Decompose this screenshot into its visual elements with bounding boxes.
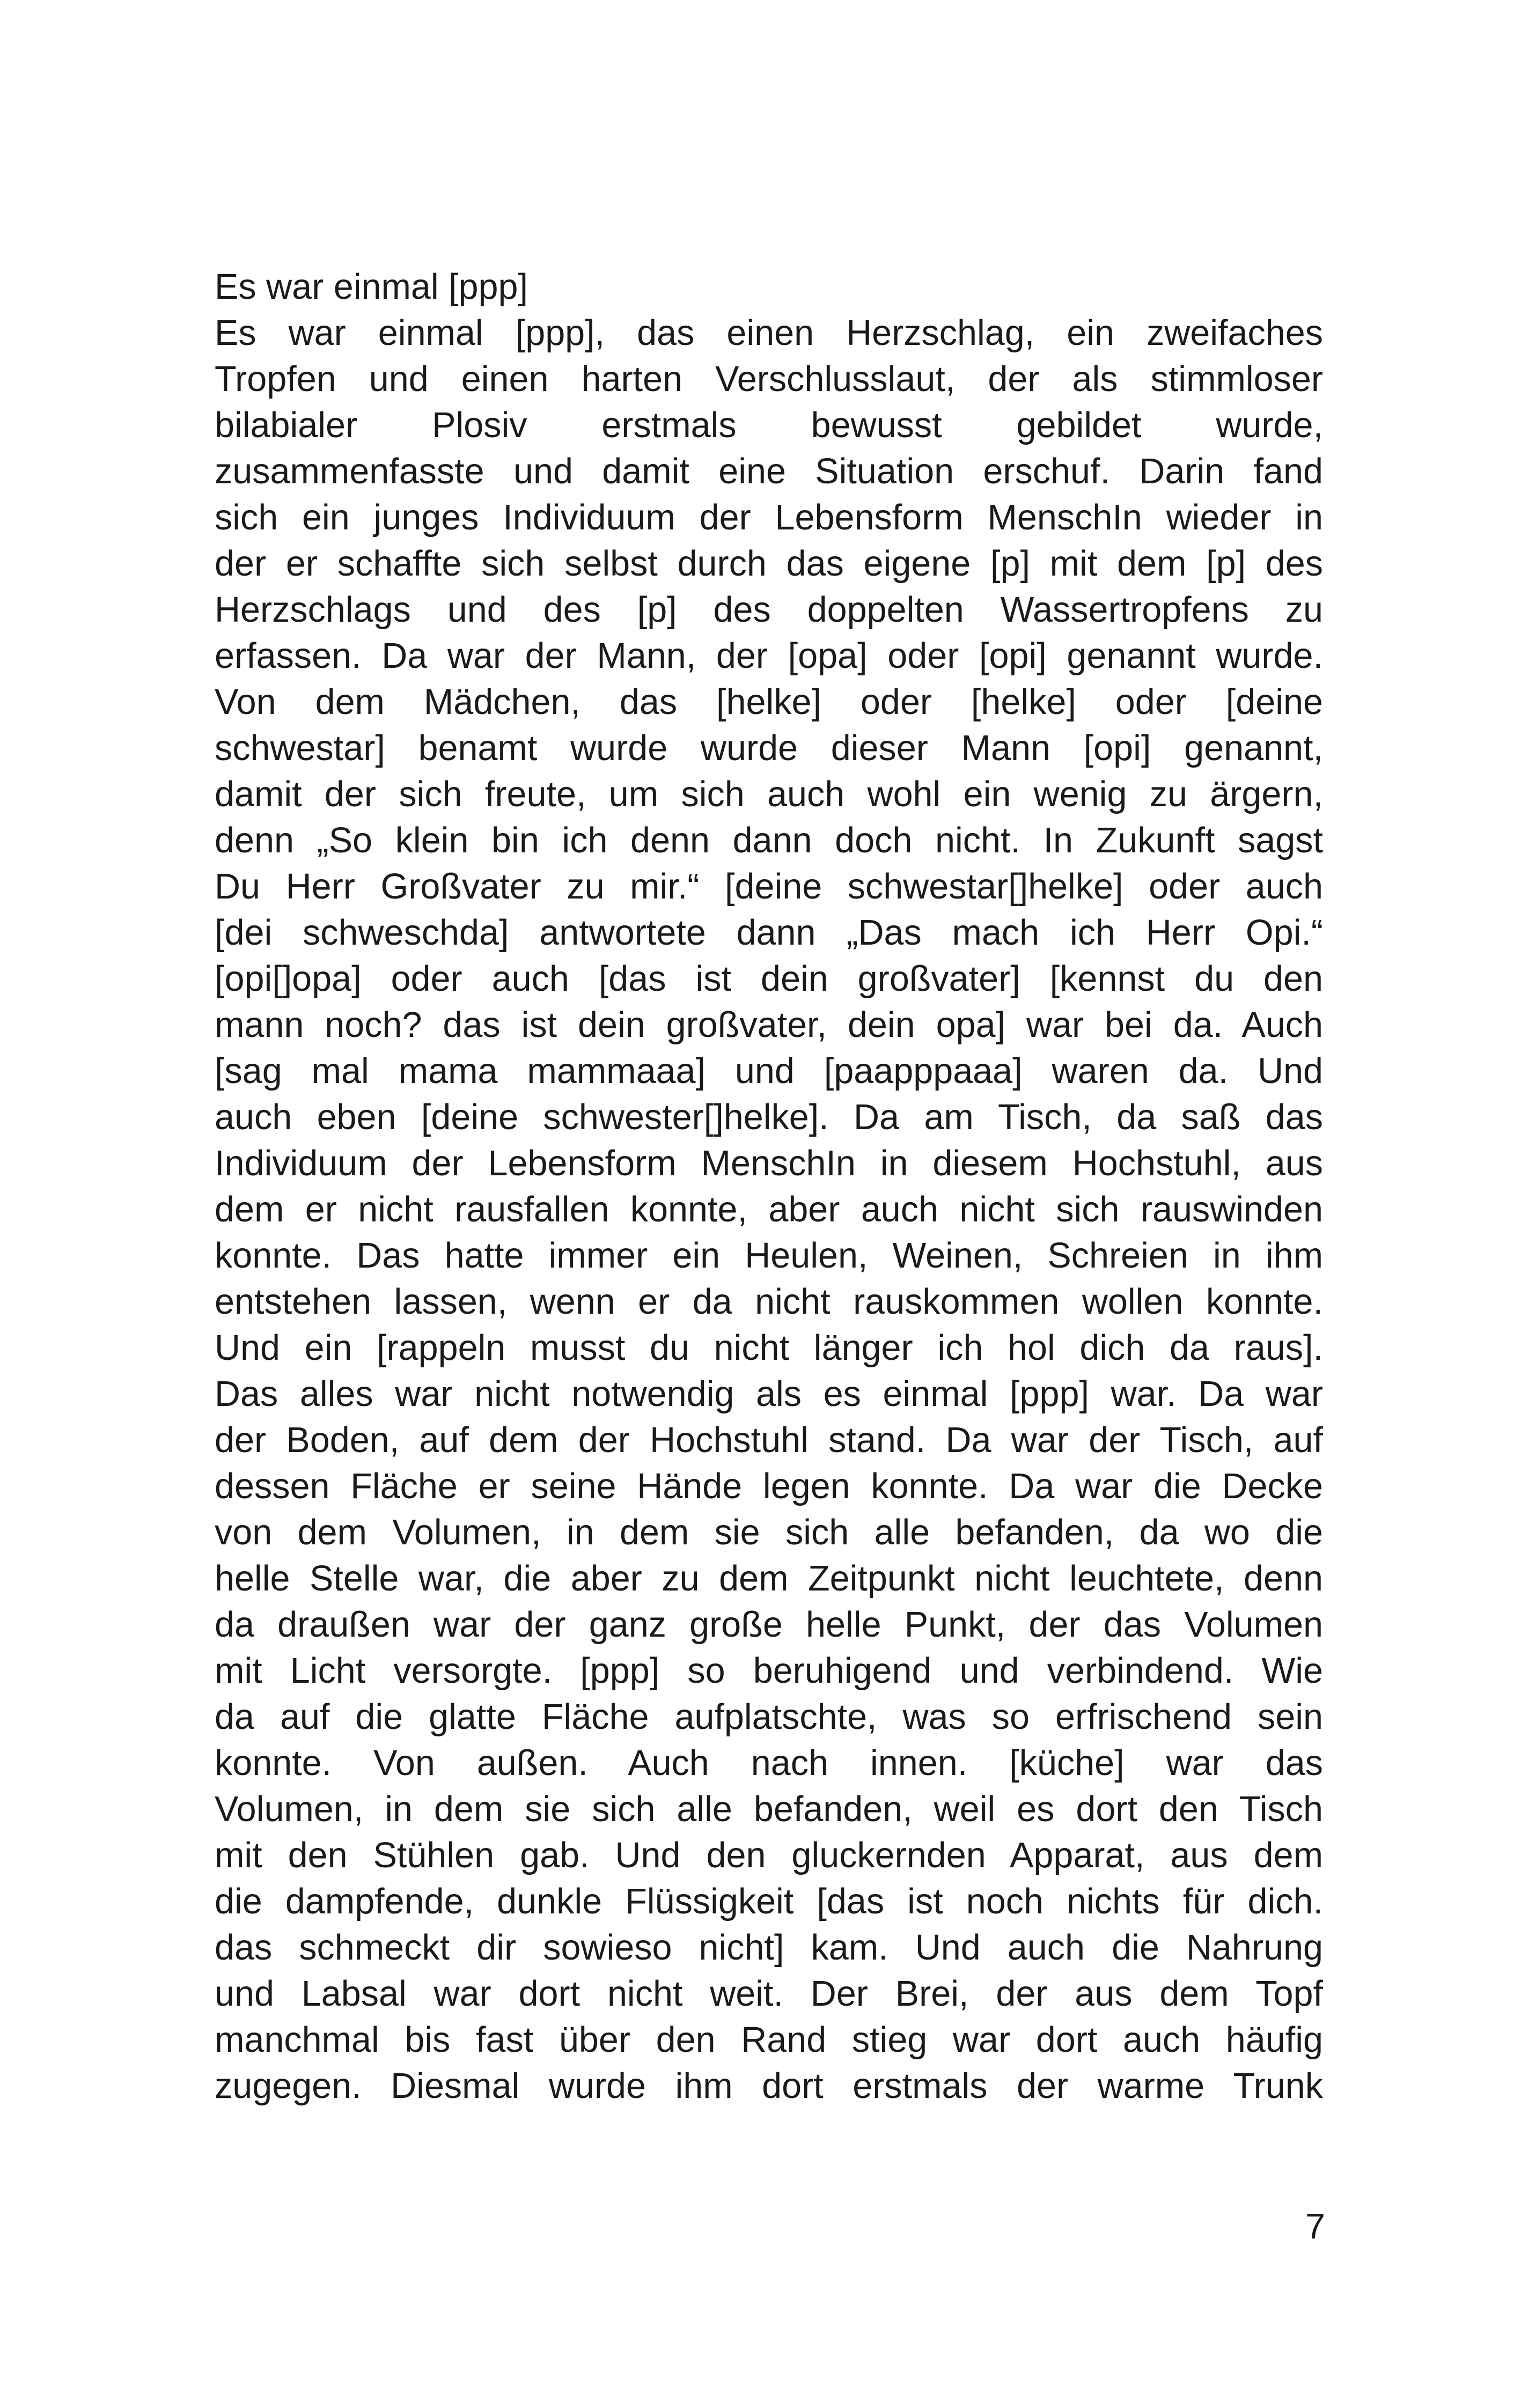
text-line: konnte. Das hatte immer ein Heulen, Weinen, Schreien in ihm [215,1236,1323,1276]
text-line: mann noch? das ist dein großvater, dein opa] war bei da. Auch [215,1005,1323,1045]
text-line: und Labsal war dort nicht weit. Der Brei, der aus dem Topf [215,1974,1323,2014]
text-line: Tropfen und einen harten Verschlusslaut, der als stimmloser [215,359,1323,399]
text-line: Das alles war nicht notwendig als es einmal [ppp] war. Da war [215,1374,1323,1414]
text-line: [opi[]opa] oder auch [das ist dein großvater] [kennst du den [215,959,1323,999]
text-line: sich ein junges Individuum der Lebensform MenschIn wieder in [215,498,1323,537]
text-line: Volumen, in dem sie sich alle befanden, weil es dort den Tisch [215,1790,1323,1829]
text-line: bilabialer Plosiv erstmals bewusst gebildet wurde, [215,406,1323,445]
text-line: der er schaffte sich selbst durch das eigene [p] mit dem [p] des [215,544,1323,584]
text-line: Individuum der Lebensform MenschIn in diesem Hochstuhl, aus [215,1144,1323,1183]
text-line: Herzschlags und des [p] des doppelten Wassertropfens zu [215,590,1323,630]
text-line: die dampfende, dunkle Flüssigkeit [das ist noch nichts für dich. [215,1882,1323,1921]
text-line: mit Licht versorgte. [ppp] so beruhigend und verbindend. Wie [215,1651,1323,1691]
text-line: Du Herr Großvater zu mir.“ [deine schwestar[]helke] oder auch [215,867,1323,907]
text-line: dessen Fläche er seine Hände legen konnte. Da war die Decke [215,1467,1323,1506]
text-line: [dei schweschda] antwortete dann „Das mach ich Herr Opi.“ [215,913,1323,953]
text-line: erfassen. Da war der Mann, der [opa] oder [opi] genannt wurde. [215,636,1323,676]
text-line: zusammenfasste und damit eine Situation erschuf. Darin fand [215,452,1323,491]
section-title: Es war einmal [ppp] [215,267,528,307]
text-line: der Boden, auf dem der Hochstuhl stand. Da war der Tisch, auf [215,1420,1323,1460]
text-line: Und ein [rappeln musst du nicht länger ich hol dich da raus]. [215,1328,1323,1368]
text-line: schwestar] benamt wurde wurde dieser Mann [opi] genannt, [215,728,1323,768]
text-line: konnte. Von außen. Auch nach innen. [küche] war das [215,1743,1323,1783]
text-line: Es war einmal [ppp], das einen Herzschlag, ein zweifaches [215,313,1323,353]
text-line: helle Stelle war, die aber zu dem Zeitpunkt nicht leuchtete, denn [215,1559,1323,1599]
text-line: denn „So klein bin ich denn dann doch nicht. In Zukunft sagst [215,821,1323,860]
text-line: zugegen. Diesmal wurde ihm dort erstmals der warme Trunk [215,2066,1323,2106]
text-line: mit den Stühlen gab. Und den gluckernden Apparat, aus dem [215,1836,1323,1875]
text-line: auch eben [deine schwester[]helke]. Da am Tisch, da saß das [215,1098,1323,1137]
text-line: das schmeckt dir sowieso nicht] kam. Und auch die Nahrung [215,1928,1323,1968]
text-line: da draußen war der ganz große helle Punkt, der das Volumen [215,1605,1323,1645]
text-line: da auf die glatte Fläche aufplatschte, was so erfrischend sein [215,1697,1323,1737]
text-line: [sag mal mama mammaaa] und [paapppaaa] waren da. Und [215,1051,1323,1091]
text-line: Von dem Mädchen, das [helke] oder [helke] oder [deine [215,682,1323,722]
page-number: 7 [1305,2207,1325,2247]
text-line: von dem Volumen, in dem sie sich alle befanden, da wo die [215,1513,1323,1552]
text-line: dem er nicht rausfallen konnte, aber auch nicht sich rauswinden [215,1190,1323,1229]
text-line: manchmal bis fast über den Rand stieg war dort auch häufig [215,2020,1323,2060]
text-line: entstehen lassen, wenn er da nicht rauskommen wollen konnte. [215,1282,1323,1322]
body-text [215,264,1323,2109]
paragraph [215,310,1323,2109]
text-line: damit der sich freute, um sich auch wohl ein wenig zu ärgern, [215,775,1323,814]
